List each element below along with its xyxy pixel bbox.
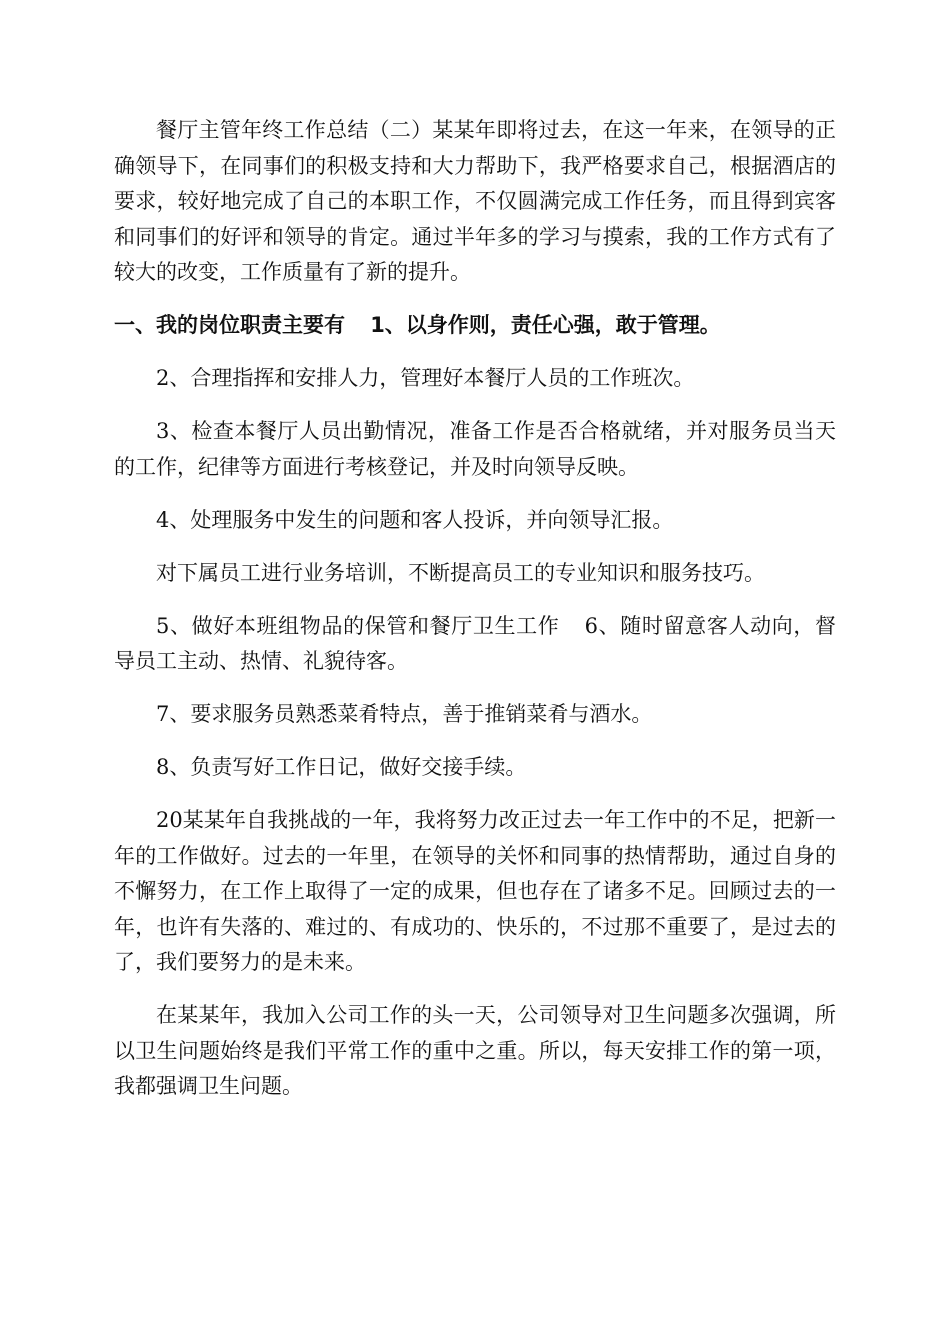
training-paragraph: 对下属员工进行业务培训，不断提高员工的专业知识和服务技巧。: [156, 560, 765, 585]
duty-item-5: 5、做好本班组物品的保管和餐厅卫生工作: [156, 613, 560, 638]
duty-item-3: 3、检查本餐厅人员出勤情况，准备工作是否合格就绪，并对服务员当天的工作，纪律等方面进行考核登记，并及时向领导反映。: [114, 419, 836, 479]
duty-item-7: 7、要求服务员熟悉菜肴特点，善于推销菜肴与酒水。: [156, 702, 653, 726]
reflection-paragraph: 20某某年自我挑战的一年，我将努力改正过去一年工作中的不足，把新一年的工作做好。过去的一年里，在领导的关怀和同事的热情帮助，通过自身的不懈努力，在工作上取得了一定的成果，但也存在了诸多不足。回顾过去的一年，也许有失落的、难过的、有成功的、快乐的，不过那不重要了，是过去的了，我们要努力的是未来。: [114, 808, 836, 974]
duties-heading-label: 一、我的岗位职责主要有: [114, 313, 345, 337]
duty-item-2: 2、合理指挥和安排人力，管理好本餐厅人员的工作班次。: [156, 366, 695, 390]
duty-item-8: 8、负责写好工作日记，做好交接手续。: [156, 755, 527, 779]
duty-item-5-6: [114, 609, 836, 680]
duty-item-1: 1、以身作则，责任心强，敢于管理。: [370, 313, 721, 337]
hygiene-paragraph: 在某某年，我加入公司工作的头一天，公司领导对卫生问题多次强调，所以卫生问题始终是我们平常工作的重中之重。所以，每天安排工作的第一项，我都强调卫生问题。: [114, 1003, 836, 1098]
duty-item-4: 4、处理服务中发生的问题和客人投诉，并向领导汇报。: [156, 507, 674, 532]
intro-paragraph: 餐厅主管年终工作总结（二）某某年即将过去，在这一年来，在领导的正确领导下，在同事们的积极支持和大力帮助下，我严格要求自己，根据酒店的要求，较好地完成了自己的本职工作，不仅圆满完成工作任务，而且得到宾客和同事们的好评和领导的肯定。通过半年多的学习与摸索，我的工作方式有了较大的改变，工作质量有了新的提升。: [114, 118, 836, 284]
document-page: [114, 113, 836, 1122]
duties-heading: [114, 308, 836, 344]
duty-item-6: 6、随时留意客人动向，督导员工主动、热情、礼貌待客。: [114, 613, 836, 673]
